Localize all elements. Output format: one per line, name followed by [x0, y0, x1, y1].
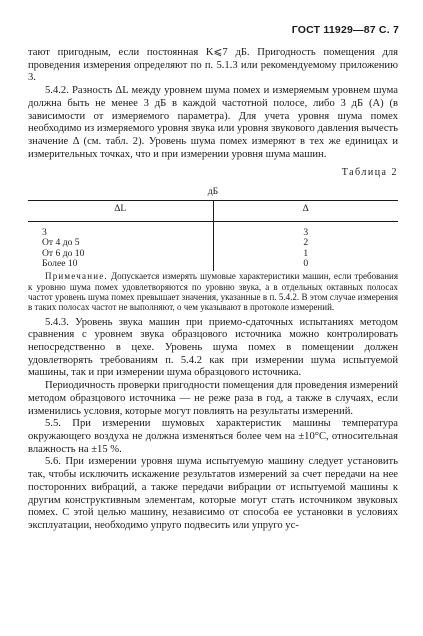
paragraph-periodicity: Периодичность проверки пригодности помещения для проведения измерений методом образцового источника — не реже раза в год, а также в случаях, если изменились условия, которые могут повлиять на результаты измерений.	[28, 380, 398, 417]
table-col-delta	[213, 221, 398, 271]
table-cell: 3	[42, 226, 47, 238]
table-cell: От 6 до 10	[42, 247, 85, 259]
table-cell: 0	[303, 258, 309, 270]
table-caption: Таблица 2	[341, 167, 398, 179]
table-cell: 1	[303, 247, 309, 259]
document-body	[28, 47, 398, 533]
table-cell: Более 10	[42, 258, 78, 270]
table-note	[28, 271, 398, 312]
table-cell: От 4 до 5	[42, 237, 80, 249]
table-col-delta-l	[28, 221, 213, 271]
paragraph-5-4-2: 5.4.2. Разность ΔL между уровнем шума помех и измеряемым уровнем шума должна быть не менее 3 дБ в каждой частотной полосе, либо 3 дБ (A) (в зависимости от измеряемого параметра). Для учета уровня шума помех необходимо из измеряемого уровня звука или уровня звукового давления вычесть значение Δ (см. табл. 2). Уровень шума помех измеряют в тех же единицах и измерительных точках, что и при измерении уровня шума машин.	[28, 85, 398, 160]
table-cell: 2	[303, 237, 309, 249]
note-label: Примечание.	[45, 271, 108, 282]
paragraph-5-4-3: 5.4.3. Уровень звука машин при приемо-сдаточных испытаниях методом сравнения с уровнем звука образцового источника можно контролировать непосредственно в цехе. Уровень шума помех в помещении должен удовлетворять требованиям п. 5.4.2 как при измерении шума испытуемой машины, так и при измерении шума образцового источника.	[28, 316, 398, 379]
table-2	[28, 184, 398, 271]
page-header: ГОСТ 11929—87 С. 7	[291, 24, 399, 36]
table-header-delta: Δ	[213, 201, 398, 221]
table-header-delta-l: ΔL	[28, 201, 213, 221]
paragraph-5-5: 5.5. При измерении шумовых характеристик машины температура окружающего воздуха не должна изменяться более чем на ±10°С, относительная влажность на ±15 %.	[28, 418, 398, 455]
table-cell: 3	[303, 226, 309, 238]
note-text: Допускается измерять шумовые характеристики машин, если требования к уровню шума помех удовлетворяются по уровню звука, а в отдельных октавных полосах частот уровень шума помех превышает значения, указанные в п. 5.4.2. В этом случае измерения в таких полосах частот не выполняют, о чем указывают в протоколе измерений.	[28, 271, 398, 313]
table-unit: дБ	[28, 184, 398, 201]
paragraph-5-6: 5.6. При измерении уровня шума испытуемую машину следует установить так, чтобы исключить искажение результатов измерений за счет передачи на нее посторонних вибраций, а также передачи вибрации от испытуемой машины к другим конструктивным элементам, которые могут стать источником звуковых помех. С этой целью машину, независимо от способа ее установки в условиях эксплуатации, необходимо упруго подвесить или упруго ус-	[28, 456, 398, 531]
paragraph-continuation: тают пригодным, если постоянная K⩽7 дБ. Пригодность помещения для проведения измерения определяют по п. 5.1.3 или рекомендуемому приложению 3.	[28, 47, 398, 84]
